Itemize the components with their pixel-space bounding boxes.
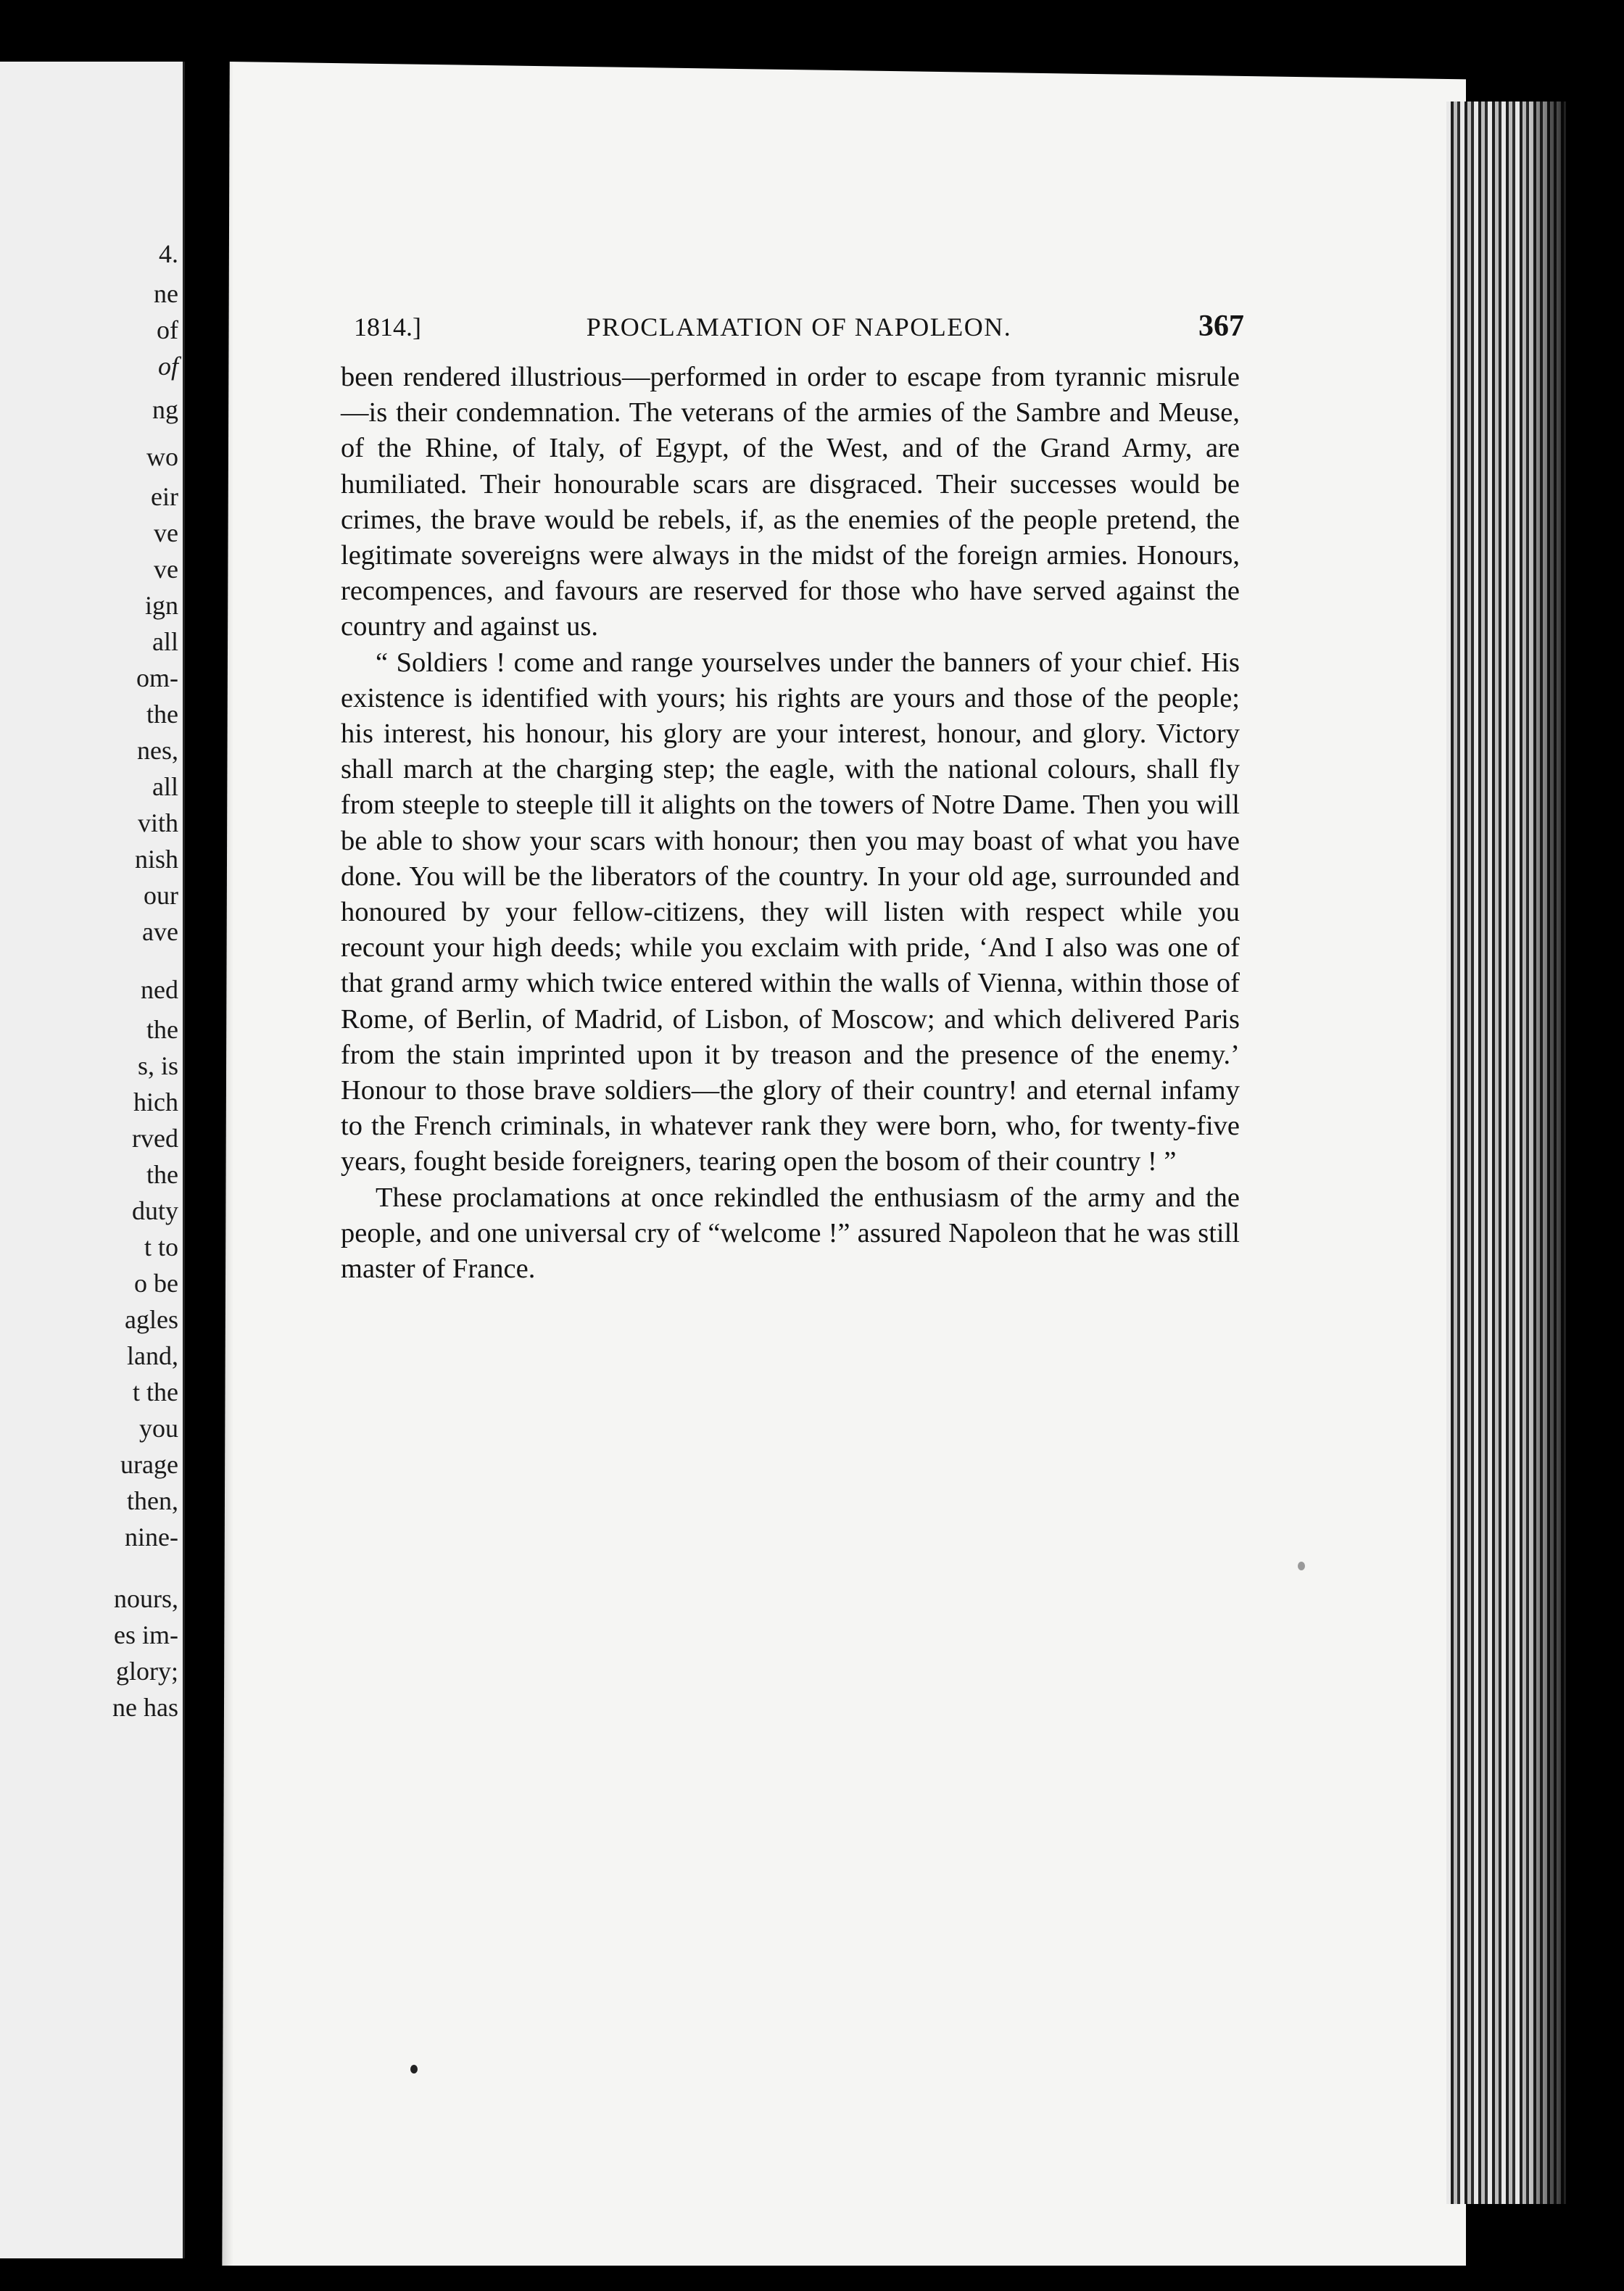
left-page-fragment: then, [127, 1486, 178, 1515]
running-head-title: PROCLAMATION OF NAPOLEON. [586, 312, 1012, 341]
running-head [354, 312, 1244, 355]
paragraph-closing: These proclamations at once rekindled the enthusiasm of the army and the people, and one universal cry of “welcome !” assured Napoleon that he was still master of France. [341, 1182, 1240, 1285]
left-page-fragment: eir [151, 482, 178, 511]
left-facing-page [0, 62, 185, 2258]
left-page-fragment: ne has [112, 1693, 178, 1722]
left-page-fragment: vith [137, 808, 178, 837]
left-page-fragment: ne [154, 279, 178, 308]
left-page-fragment: wo [146, 442, 178, 471]
left-page-fragment: agles [125, 1305, 178, 1334]
left-page-fragment: of [157, 315, 178, 344]
left-page-fragment: 4. [159, 239, 178, 268]
left-page-fragment: our [144, 881, 178, 910]
paragraph-continuation: been rendered illustrious—performed in order to escape from tyrannic misrule—is their condemnation. The veterans of the armies of the Sambre and Meuse, of the Rhine, of Italy, of Egypt, of the West, and of the Grand Army, are humiliated. Their honourable scars are disgraced. Their successes would be crimes, the brave would be rebels, if, as the enemies of the people pretend, the legitimate sovereigns were always in the midst of the foreign armies. Honours, recompences, and favours are reserved for those who have served against the country and against us. [341, 362, 1240, 642]
left-page-fragment: om- [136, 663, 178, 692]
gutter-shadow [204, 62, 233, 2266]
left-page-fragment: nes, [137, 736, 178, 765]
left-page-fragment: ng [152, 395, 178, 424]
left-page-fragment: hich [133, 1088, 178, 1116]
left-page-fragment: you [139, 1414, 178, 1443]
left-page-fragment: all [152, 627, 178, 656]
paragraph-soldiers-proclamation: “ Soldiers ! come and range yourselves under the banners of your chief. His existence is identified with yours; his rights are yours and those of the people; his interest, his honour, his glory are your interest, honour, and glory. Victory shall march at the charging step; the eagle, with the national colours, shall fly from steeple to steeple till it alights on the towers of Notre Dame. Then you will be able to show your scars with honour; then you may boast of what you have done. You will be the liberators of the country. In your old age, surrounded and honoured by your fellow-citizens, they will listen with respect while you recount your high deeds; while you exclaim with pride, ‘And I also was one of that grand army which twice entered within the walls of Vienna, within those of Rome, of Berlin, of Madrid, of Lisbon, of Moscow; and which delivered Paris from the stain imprinted upon it by treason and the presence of the enemy.’ Honour to those brave soldiers—the glory of their country! and eternal infamy to the French criminals, in whatever rank they were born, who, for twenty-five years, fought beside foreigners, tearing open the bosom of their country ! ” [341, 647, 1240, 1177]
left-page-fragment: ve [154, 518, 178, 547]
left-page-fragment: ave [142, 917, 178, 946]
left-page-fragment: rved [132, 1124, 178, 1153]
left-page-fragment: all [152, 772, 178, 801]
left-page-fragment: t to [144, 1232, 178, 1262]
left-page-fragment: ned [141, 975, 178, 1004]
left-page-fragment: nours, [114, 1584, 178, 1613]
left-page-fragment: glory; [116, 1657, 178, 1686]
left-page-fragment: the [146, 1015, 178, 1044]
running-head-year: 1814.] [354, 312, 421, 341]
left-page-fragment: land, [127, 1341, 178, 1370]
left-page-fragment: the [146, 1160, 178, 1189]
left-page-fragment: the [146, 700, 178, 729]
page-number: 367 [1198, 310, 1244, 343]
left-page-fragment: ve [154, 555, 178, 584]
left-page-text-fragments [0, 62, 183, 2258]
left-page-fragment: o be [134, 1269, 178, 1298]
left-page-fragment: t the [133, 1378, 178, 1406]
left-page-fragment: nish [134, 845, 178, 874]
left-page-fragment: urage [120, 1450, 178, 1479]
body-text [341, 360, 1240, 1287]
left-page-fragment: nine- [125, 1522, 178, 1552]
left-page-fragment: ign [144, 591, 178, 620]
left-page-fragment: es im- [114, 1620, 178, 1649]
left-page-fragment: of [157, 352, 178, 381]
page-edge-shadow [1522, 102, 1566, 2204]
ink-speck [1298, 1562, 1305, 1570]
left-page-fragment: s, is [137, 1051, 178, 1080]
ink-speck [410, 2065, 418, 2074]
left-page-fragment: duty [131, 1196, 178, 1225]
